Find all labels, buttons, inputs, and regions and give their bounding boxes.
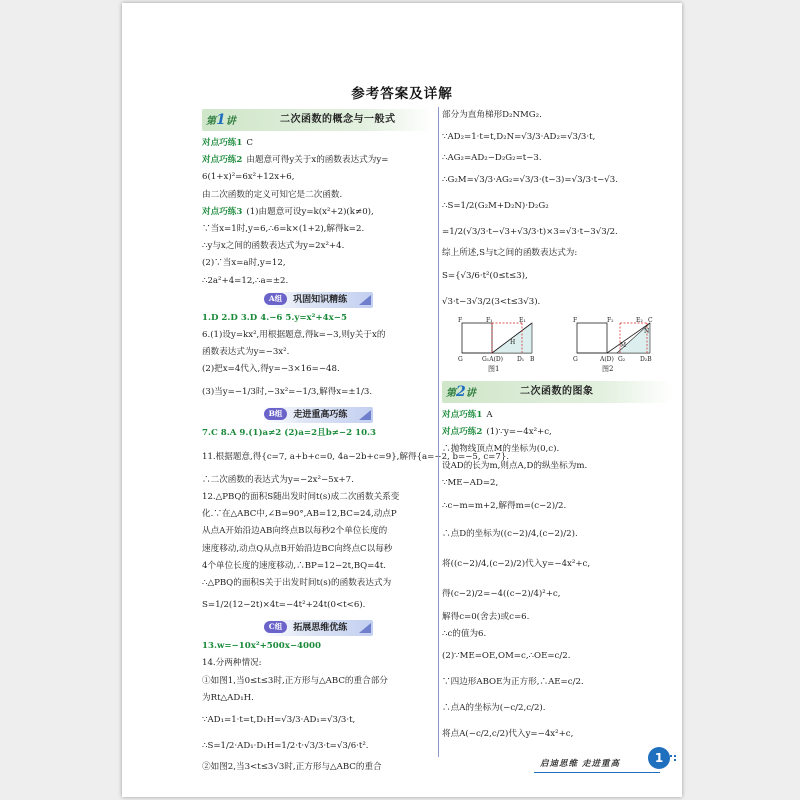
q2-line-11: (2)∵ME=OE,OM=c,∴OE=c/2. (442, 651, 571, 662)
q6-line-2: 函数表达式为y=−3x². (202, 347, 290, 358)
section-c-title: 拓展思维优练 (293, 623, 348, 634)
svg-text:M: M (620, 341, 627, 349)
q12-line-2: 化.∵在△ABC中,∠B=90°,AB=12,BC=24,动点P (202, 509, 397, 520)
section-c-level: C组 (264, 621, 287, 633)
q11-line-2: ∴二次函数的表达式为y=−2x²−5x+7. (202, 474, 354, 485)
lesson-2-title: 二次函数的图象 (520, 385, 594, 397)
q2-line-12: ∵四边形ABOE为正方形,∴AE=c/2. (442, 677, 584, 688)
q12-line-1: 12.△PBQ的面积S随出发时间t(s)成二次函数关系变 (202, 492, 400, 503)
q12-line-3: 从点A开始沿边AB向终点B以每秒2个单位长度的 (202, 526, 388, 537)
r-line-5: ∴S=1/2(G₂M+D₂N)·D₂G₂ (442, 201, 549, 212)
answer-page (122, 3, 682, 797)
practice-3-line-4: (2)∵当x=a时,y=12, (202, 258, 286, 269)
q6-line-3: (2)把x=4代入,得y=−3×16=−48. (202, 364, 340, 375)
section-b-level: B组 (264, 408, 288, 420)
r-line-3: ∴AG₂=AD₂−D₂G₂=t−3. (442, 153, 542, 164)
svg-text:A(D): A(D) (600, 355, 614, 363)
figure-1-caption: 图1 (488, 364, 500, 373)
svg-text:E₁: E₁ (519, 316, 526, 324)
figure-2-caption: 图2 (602, 364, 614, 373)
lesson-2-badge: 第2讲 (446, 383, 476, 400)
figures (442, 317, 672, 379)
column-divider (438, 107, 439, 757)
section-a-title: 巩固知识精练 (293, 294, 348, 305)
q6-line-4: (3)当y=−1/3时,−3x²=−1/3,解得x=±1/3. (202, 386, 373, 397)
svg-text:G₂: G₂ (618, 355, 626, 363)
q11-line-1: 11.根据题意,得{c=7, a+b+c=0, 4a−2b+c=9},解得{a=−2, b=−5, c=7}. (202, 451, 510, 462)
q14-line-2: ①如图1,当0≤t≤3时,正方形与△ABC的重合部分 (202, 675, 388, 686)
q2-line-13: ∴点A的坐标为(−c/2,c/2). (442, 703, 546, 714)
l2-practice-2-line-1: 对点巧练2 (1)∵y=−4x²+c, (442, 426, 552, 437)
section-b-answers: 7.C 8.A 9.(1)a≠2 (2)a=2且b≠−2 10.3 (202, 427, 377, 438)
practice-3-line-3: ∴y与x之间的函数表达式为y=2x²+4. (202, 241, 345, 252)
figure-2 (573, 317, 653, 373)
r-line-6: =1/2(√3/3·t−√3+√3/3·t)×3=√3·t−3√3/2. (442, 227, 618, 238)
section-a-level: A组 (264, 293, 287, 305)
svg-text:F: F (458, 316, 463, 324)
q12-line-6: ∴△PBQ的面积S关于出发时间t(s)的函数表达式为 (202, 578, 392, 589)
svg-text:D₂B: D₂B (640, 355, 652, 363)
svg-text:G: G (573, 355, 578, 363)
figure-1 (458, 317, 535, 373)
page-number: 1 (648, 747, 670, 769)
r-line-9: √3·t−3√3/2(3<t≤3√3). (442, 296, 541, 307)
q12-line-7: S=1/2(12−2t)×4t=−4t²+24t(0<t<6). (202, 600, 366, 611)
practice-2-line-2: 6(1+x)²=6x²+12x+6, (202, 172, 295, 183)
q13-answer: 13.w=−10x²+500x−4000 (202, 641, 321, 652)
q2-line-3: 设AD的长为m,则点A,D的纵坐标为m. (442, 461, 588, 472)
lesson-1-title: 二次函数的概念与一般式 (280, 114, 396, 125)
page-corner-mark (670, 755, 676, 761)
svg-text:F₁: F₁ (486, 316, 493, 324)
q2-line-10: ∴c的值为6. (442, 628, 487, 639)
q6-line-1: 6.(1)设y=kx²,用根据题意,得k=−3,则y关于x的 (202, 330, 386, 341)
svg-text:D₁: D₁ (517, 355, 525, 363)
q2-line-8: 得(c−2)/2=−4((c−2)/4)²+c, (442, 588, 561, 599)
lesson-1-header (202, 109, 433, 131)
svg-text:G₁A(D): G₁A(D) (482, 355, 504, 363)
q2-line-14: 将点A(−c/2,c/2)代入y=−4x²+c, (442, 729, 574, 740)
practice-3-line-1: 对点巧练3 (1)由题意可设y=k(x²+2)(k≠0), (202, 206, 374, 217)
practice-3-line-2: ∵当x=1时,y=6,∴6=k×(1+2),解得k=2. (202, 224, 365, 235)
q2-line-7: 将((c−2)/4,(c−2)/2)代入y=−4x²+c, (442, 558, 591, 569)
section-c-header (202, 620, 433, 636)
r-line-4: ∴G₂M=√3/3·AG₂=√3/3·(t−3)=√3/3·t−√3. (442, 175, 618, 186)
svg-text:H: H (510, 338, 516, 346)
svg-text:F: F (573, 316, 578, 324)
figure-diagrams (442, 317, 672, 379)
r-line-8: S={√3/6·t²(0≤t≤3), (442, 270, 528, 281)
lesson-2-header (442, 381, 672, 403)
svg-text:F₂: F₂ (607, 316, 614, 324)
section-b-title: 走进重高巧练 (293, 409, 348, 420)
page-title: 参考答案及详解 (351, 86, 453, 102)
practice-2-line-1: 对点巧练2 由题意可得y关于x的函数表达式为y= (202, 155, 389, 166)
q2-line-2: ∴抛物线顶点M的坐标为(0,c). (442, 444, 560, 455)
r-line-1: 部分为直角梯形D₂NMG₂. (442, 110, 542, 120)
q2-line-4: ∵ME−AD=2, (442, 478, 499, 489)
lesson-1-badge: 第1讲 (206, 112, 236, 128)
q14-line-1: 14.分两种情况: (202, 658, 262, 669)
svg-text:C: C (648, 316, 653, 324)
q14-line-3: 为Rt△AD₁H. (202, 692, 254, 703)
q14-line-6: ②如图2,当3<t≤3√3时,正方形与△ABC的重合 (202, 762, 382, 773)
q14-line-5: ∴S=1/2·AD₁·D₁H=1/2·t·√3/3·t=√3/6·t². (202, 741, 369, 752)
practice-3-line-5: ∴2a²+4=12,∴a=±2. (202, 275, 289, 286)
practice-1: 对点巧练1 C (202, 138, 253, 148)
right-column (442, 107, 672, 747)
svg-text:B: B (530, 355, 535, 363)
svg-text:E₂: E₂ (636, 316, 643, 324)
section-a-answers: 1.D 2.D 3.D 4.−6 5.y=x²+4x−5 (202, 312, 347, 323)
q14-line-4: ∵AD₁=1·t=t,D₁H=√3/3·AD₁=√3/3·t, (202, 715, 356, 726)
r-line-2: ∵AD₂=1·t=t,D₂N=√3/3·AD₂=√3/3·t, (442, 132, 596, 143)
q2-line-9: 解得c=0(舍去)或c=6. (442, 611, 530, 622)
r-line-7: 综上所述,S与t之间的函数表达式为: (442, 248, 578, 259)
q2-line-6: ∴点D的坐标为((c−2)/4,(c−2)/2). (442, 528, 578, 539)
practice-2-line-3: 由二次函数的定义可知它是二次函数. (202, 189, 343, 200)
svg-text:N: N (644, 327, 650, 335)
q2-line-5: ∴c−m=m+2,解得m=(c−2)/2. (442, 500, 567, 511)
l2-practice-1: 对点巧练1 A (442, 409, 493, 420)
q12-line-5: 4个单位长度的速度移动,∴BP=12−2t,BQ=4t. (202, 560, 387, 571)
section-b-header (202, 407, 433, 423)
svg-text:G: G (458, 355, 463, 363)
section-a-header (202, 292, 433, 308)
q12-line-4: 速度移动,动点Q从点B开始沿边BC向终点C以每秒 (202, 543, 393, 554)
footer-slogan: 启迪思维 走进重高 (540, 759, 620, 769)
